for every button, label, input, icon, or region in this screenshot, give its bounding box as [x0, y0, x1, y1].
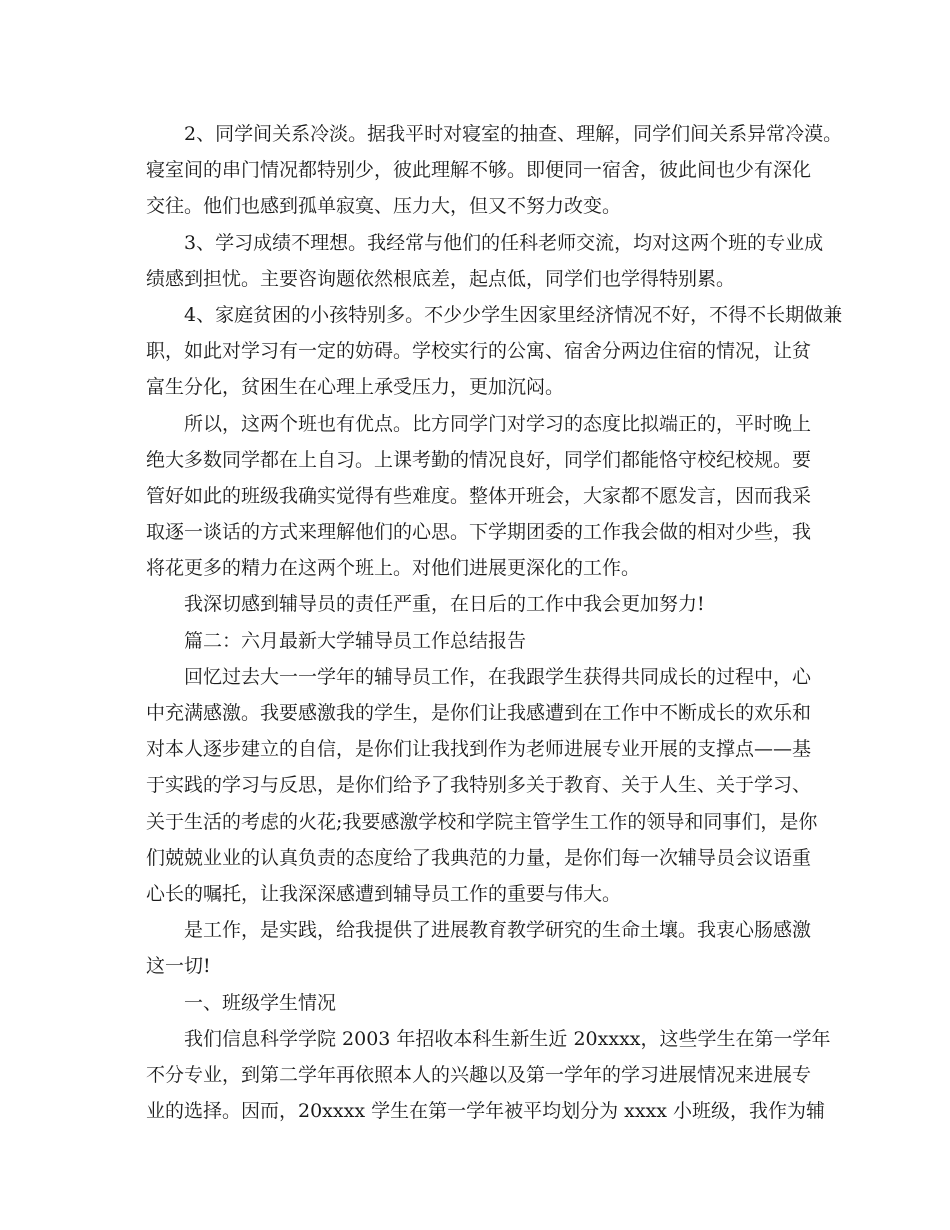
text-line: 我们信息科学学院 2003 年招收本科生新生近 20xxxx，这些学生在第一学年 — [184, 1027, 831, 1050]
text-line: 中充满感激。我要感激我的学生，是你们让我感遭到在工作中不断成长的欢乐和 — [146, 702, 812, 724]
paragraph-responsibility — [146, 586, 826, 622]
text-line: 对本人逐步建立的自信，是你们让我找到作为老师进展专业开展的支撑点——基 — [146, 738, 812, 761]
text-line: 寝室间的串门情况都特别少，彼此理解不够。即便同一宿舍，彼此间也少有深化 — [146, 159, 812, 182]
text-line: 于实践的学习与反思，是你们给予了我特别多关于教育、关于人生、关于学习、 — [146, 774, 812, 797]
paragraph-grades — [146, 225, 826, 297]
paragraph-strengths — [146, 406, 826, 587]
subsection-title: 一、班级学生情况 — [184, 991, 337, 1014]
text-line: 绩感到担忧。主要咨询题依然根底差，起点低，同学们也学得特别累。 — [146, 267, 736, 290]
text-line: 4、家庭贫困的小孩特别多。不少少学生因家里经济情况不好，不得不长期做兼 — [184, 303, 843, 326]
paragraph-relationships — [146, 116, 843, 225]
text-line: 管好如此的班级我确实觉得有些难度。整体开班会，大家都不愿发言，因而我采 — [146, 484, 812, 507]
text-line: 2、同学间关系冷淡。据我平时对寝室的抽查、理解，同学们间关系异常冷漠。 — [184, 123, 843, 145]
text-line: 3、学习成绩不理想。我经常与他们的任科老师交流，均对这两个班的专业成 — [184, 231, 824, 254]
text-line: 富生分化，贫困生在心理上承受压力，更加沉闷。 — [146, 376, 565, 399]
document-body — [146, 116, 843, 1129]
text-line: 们兢兢业业的认真负责的态度给了我典范的力量，是你们每一次辅导员会议语重 — [146, 846, 812, 869]
paragraph-enrollment — [146, 1021, 831, 1130]
text-line: 关于生活的考虑的火花;我要感激学校和学院主管学生工作的领导和同事们，是你 — [146, 810, 818, 833]
section-heading-part-two — [146, 623, 826, 659]
text-line: 取逐一谈话的方式来理解他们的心思。下学期团委的工作我会做的相对少些，我 — [146, 521, 812, 544]
paragraph-gratitude — [146, 912, 826, 984]
text-line: 所以，这两个班也有优点。比方同学门对学习的态度比拟端正的，平时晚上 — [184, 412, 812, 435]
text-line: 将花更多的精力在这两个班上。对他们进展更深化的工作。 — [146, 557, 641, 580]
paragraph-poverty — [146, 297, 843, 406]
section-title: 篇二：六月最新大学辅导员工作总结报告 — [184, 629, 527, 652]
text-line: 是工作，是实践，给我提供了进展教育教学研究的生命土壤。我衷心肠感激 — [184, 919, 812, 942]
text-line: 我深切感到辅导员的责任严重，在日后的工作中我会更加努力! — [184, 593, 705, 616]
text-line: 这一切! — [146, 955, 211, 978]
text-line: 职，如此对学习有一定的妨碍。学校实行的公寓、宿舍分两边住宿的情况，让贫 — [146, 340, 812, 363]
text-line: 交往。他们也感到孤单寂寞、压力大，但又不努力改变。 — [146, 195, 622, 218]
text-line: 不分专业，到第二学年再依照本人的兴趣以及第一学年的学习进展情况来进展专 — [146, 1063, 812, 1086]
text-line: 绝大多数同学都在上自习。上课考勤的情况良好，同学们都能恪守校纪校规。要 — [146, 448, 812, 471]
text-line: 心长的嘱托，让我深深感遭到辅导员工作的重要与伟大。 — [146, 882, 622, 905]
paragraph-reflection — [146, 659, 826, 912]
text-line: 回忆过去大一一学年的辅导员工作，在我跟学生获得共同成长的过程中，心 — [184, 665, 812, 688]
text-line: 业的选择。因而，20xxxx 学生在第一学年被平均划分为 xxxx 小班级，我作为辅 — [146, 1100, 826, 1123]
subheading-class-situation — [146, 985, 826, 1021]
